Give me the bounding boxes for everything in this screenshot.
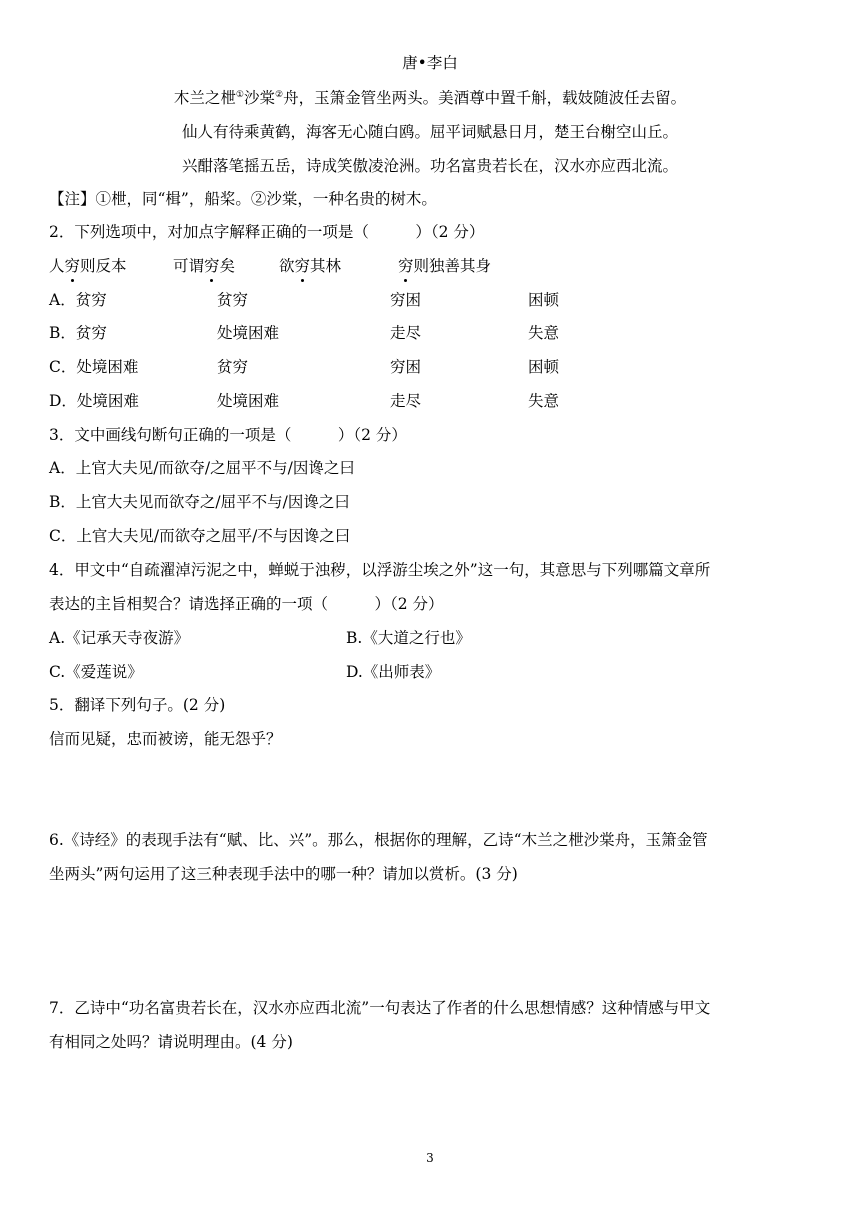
q5-sentence: 信而见疑，忠而被谤，能无怨乎？ bbox=[49, 730, 282, 748]
q2-option-a-label: A．贫穷 bbox=[49, 291, 107, 309]
q2-option-b-col4: 失意 bbox=[528, 324, 560, 342]
q2-phrase-1: 人穷则反本 bbox=[49, 257, 127, 275]
q2-option-b-label: B．贫穷 bbox=[49, 324, 107, 342]
q2-option-c-col2: 贫穷 bbox=[217, 358, 249, 376]
dotted-char: 穷 bbox=[398, 257, 414, 275]
poem-line-1-part-b: 沙棠 bbox=[243, 89, 275, 107]
dotted-char: 穷 bbox=[294, 257, 311, 275]
poem-author: 唐•李白 bbox=[402, 54, 458, 72]
q2-option-d-label: D．处境困难 bbox=[49, 392, 139, 410]
q3-stem: 3．文中画线句断句正确的一项是（ ）（2 分） bbox=[49, 426, 407, 444]
q3-option-a: A．上官大夫见/而欲夺/之屈平不与/因谗之曰 bbox=[49, 459, 355, 477]
q4-option-d: D.《出师表》 bbox=[346, 663, 441, 681]
q2-option-a-col2: 贫穷 bbox=[217, 291, 249, 309]
dotted-char: 穷 bbox=[64, 257, 81, 275]
q2-option-b-col3: 走尽 bbox=[390, 324, 422, 342]
q7-line-2: 有相同之处吗？请说明理由。(4 分) bbox=[49, 1033, 293, 1051]
q4-option-b: B.《大道之行也》 bbox=[346, 629, 471, 647]
q2-option-d-col3: 走尽 bbox=[390, 392, 422, 410]
q2-option-a-col3: 穷困 bbox=[390, 291, 422, 309]
q2-phrase-4: 穷则独善其身 bbox=[398, 257, 492, 275]
q7-line-1: 7．乙诗中“功名富贵若长在，汉水亦应西北流”一句表达了作者的什么思想情感？这种情感与甲文 bbox=[49, 999, 711, 1017]
poem-line-1 bbox=[0, 88, 860, 108]
q3-option-b: B．上官大夫见而欲夺之/屈平不与/因谗之曰 bbox=[49, 493, 350, 511]
q4-stem-line-1: 4．甲文中“自疏濯淖污泥之中，蝉蜕于浊秽，以浮游尘埃之外”这一句，其意思与下列哪篇文章所 bbox=[49, 561, 711, 579]
q4-option-a: A.《记承天寺夜游》 bbox=[49, 629, 190, 647]
q2-phrase-3: 欲穷其林 bbox=[279, 257, 342, 275]
q3-option-c: C．上官大夫见/而欲夺之屈平/不与因谗之曰 bbox=[49, 527, 351, 545]
q2-option-d-col4: 失意 bbox=[528, 392, 560, 410]
poem-line-3: 兴酣落笔摇五岳，诗成笑傲凌沧洲。功名富贵若长在，汉水亦应西北流。 bbox=[181, 157, 678, 175]
q2-option-c-col4: 困顿 bbox=[528, 358, 560, 376]
poem-note: 【注】①枻，同“楫”，船桨。②沙棠，一种名贵的树木。 bbox=[49, 190, 437, 208]
dotted-char: 穷 bbox=[204, 257, 220, 275]
q2-option-b-col2: 处境困难 bbox=[217, 324, 280, 342]
footnote-mark-2: ② bbox=[275, 89, 284, 100]
footnote-mark-1: ① bbox=[235, 89, 244, 100]
q2-option-c-label: C．处境困难 bbox=[49, 358, 139, 376]
poem-line-1-part-c: 舟，玉箫金管坐两头。美酒尊中置千斛，载妓随波任去留。 bbox=[283, 89, 687, 107]
q6-line-1: 6.《诗经》的表现手法有“赋、比、兴”。那么，根据你的理解，乙诗“木兰之枻沙棠舟，玉箫金管 bbox=[49, 831, 708, 849]
q4-stem-line-2: 表达的主旨相契合？请选择正确的一项（ ）（2 分） bbox=[49, 595, 444, 613]
q5-stem: 5．翻译下列句子。(2 分) bbox=[49, 696, 226, 714]
q2-option-c-col3: 穷困 bbox=[390, 358, 422, 376]
q2-phrase-2: 可谓穷矣 bbox=[173, 257, 236, 275]
poem-line-2: 仙人有待乘黄鹤，海客无心随白鸥。屈平词赋悬日月，楚王台榭空山丘。 bbox=[181, 123, 678, 141]
q2-option-d-col2: 处境困难 bbox=[217, 392, 280, 410]
page-number: 3 bbox=[426, 1151, 434, 1165]
q6-line-2: 坐两头”两句运用了这三种表现手法中的哪一种？请加以赏析。(3 分) bbox=[49, 865, 518, 883]
q2-stem: 2．下列选项中，对加点字解释正确的一项是（ ）（2 分） bbox=[49, 223, 485, 241]
q4-option-c: C.《爱莲说》 bbox=[49, 663, 143, 681]
q2-option-a-col4: 困顿 bbox=[528, 291, 560, 309]
poem-line-1-part-a: 木兰之枻 bbox=[173, 89, 236, 107]
